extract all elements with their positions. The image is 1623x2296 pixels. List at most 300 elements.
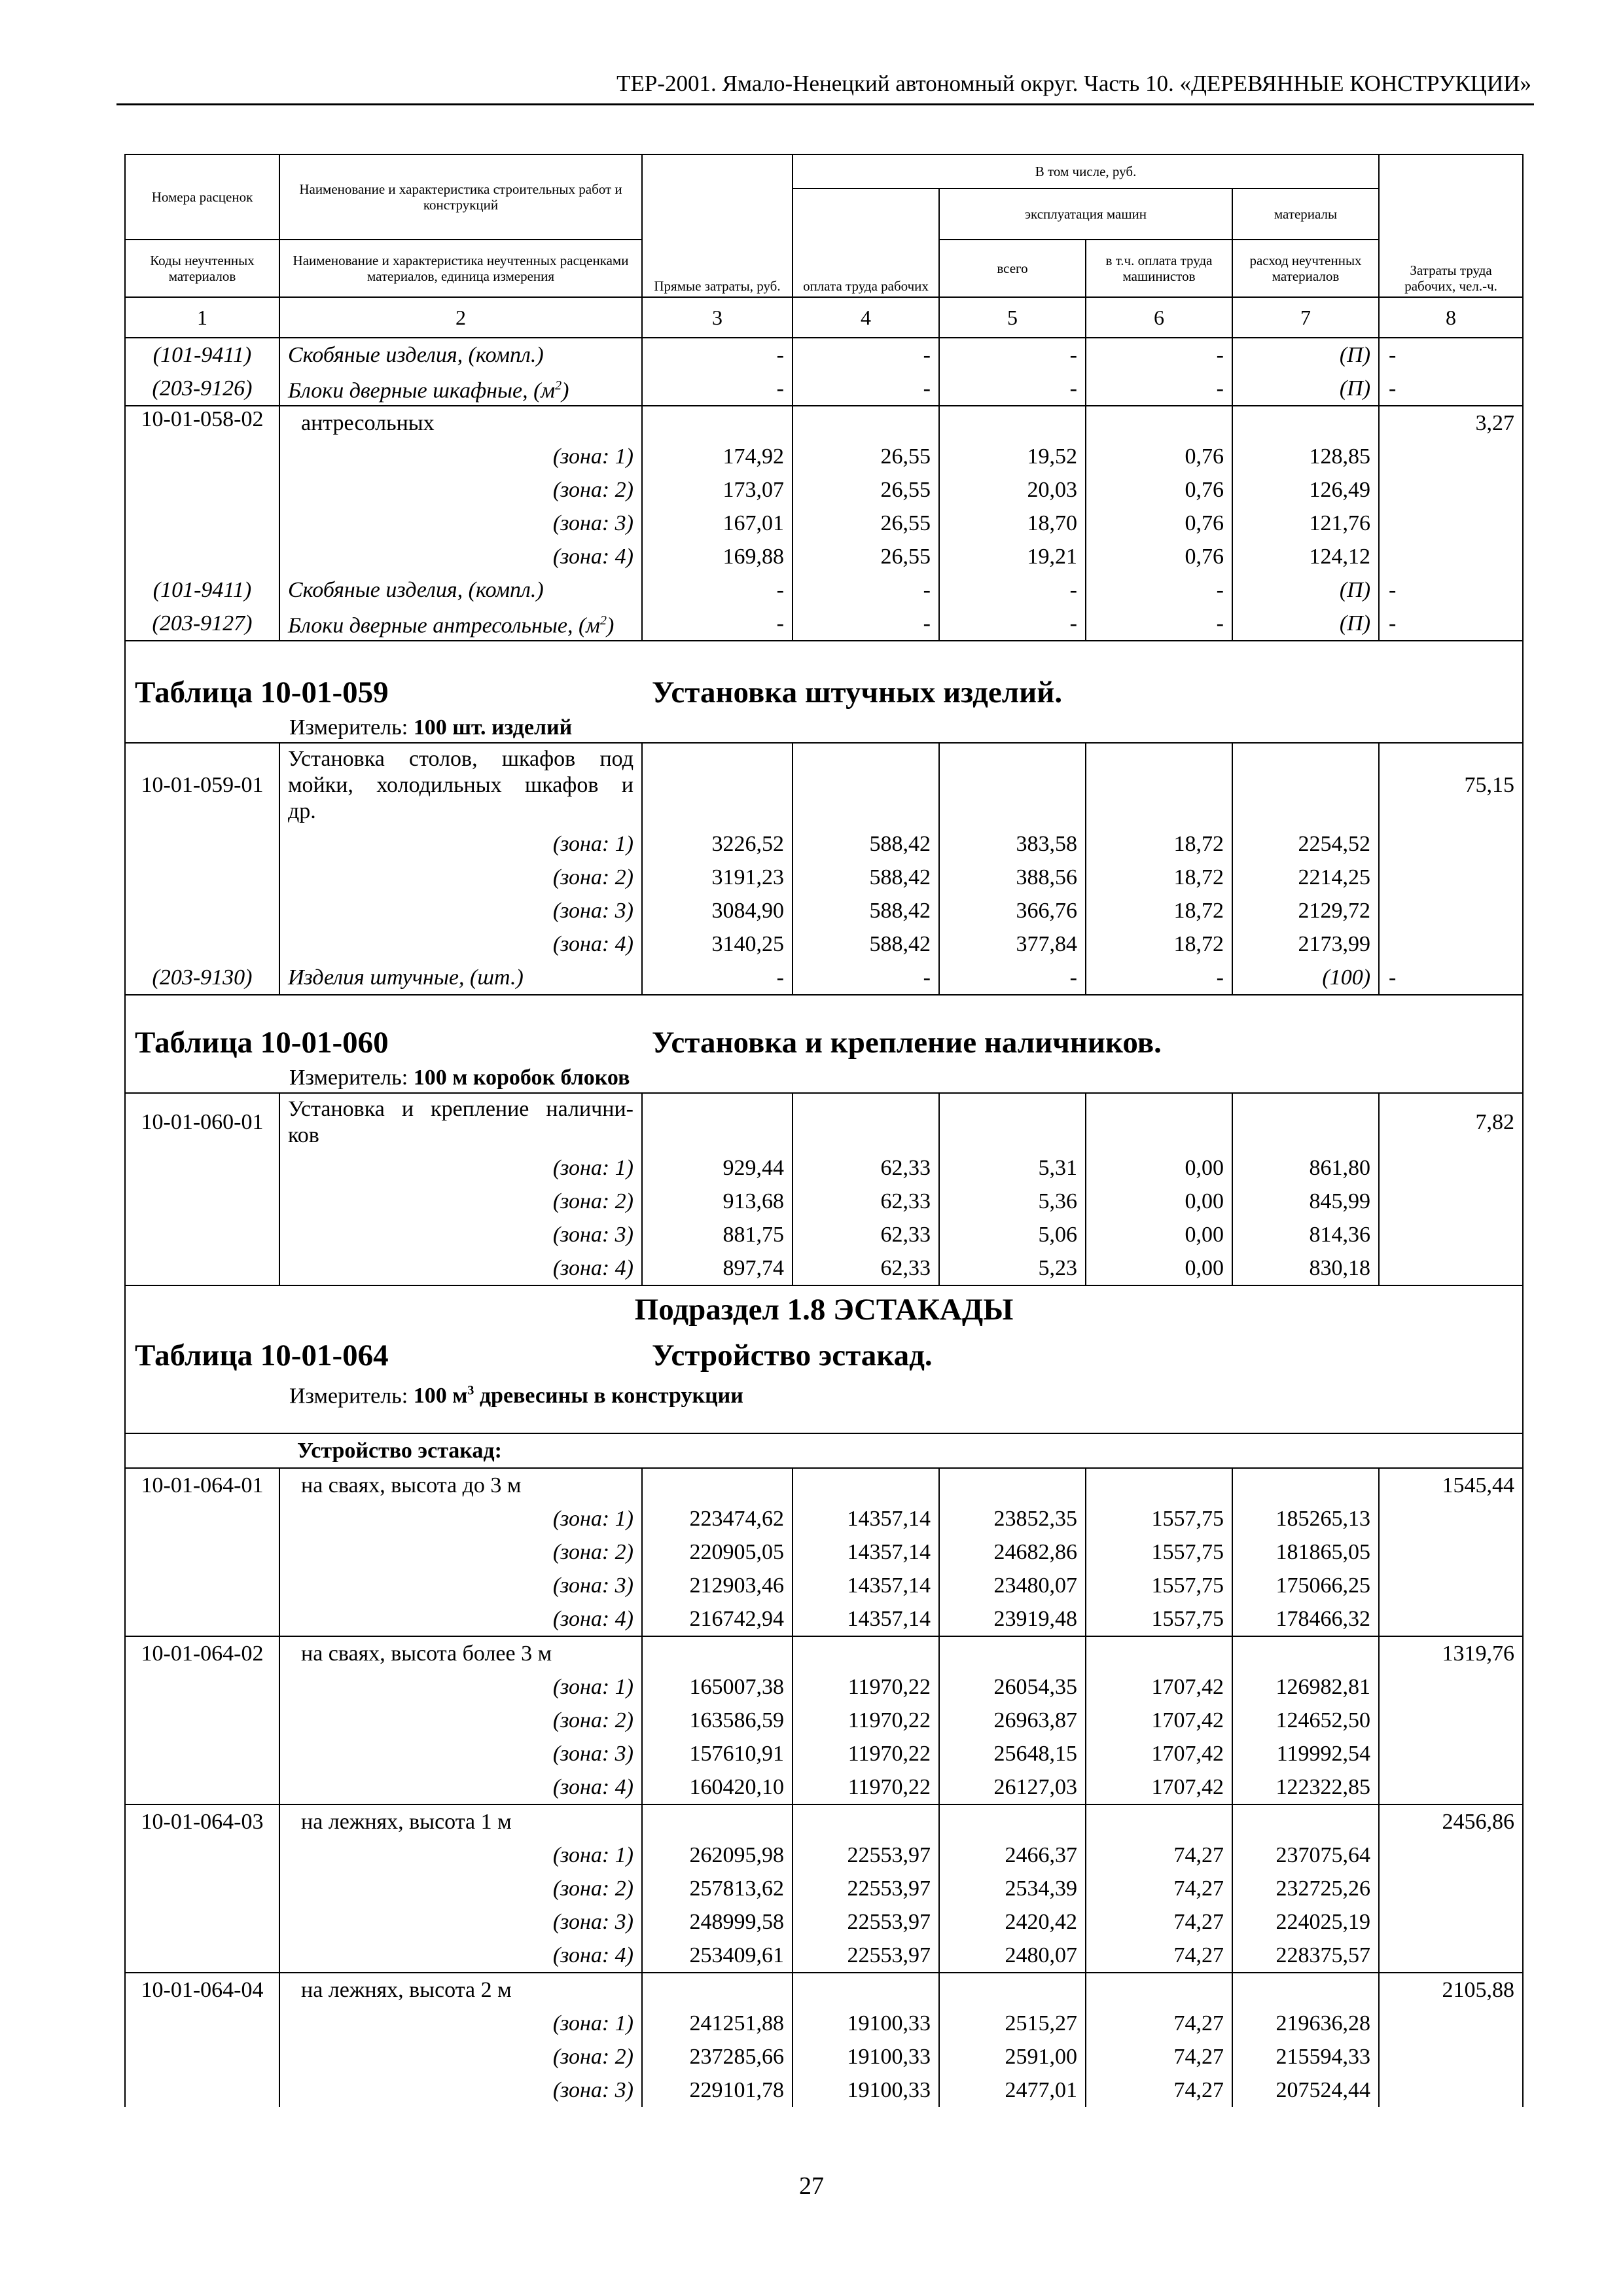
rate-row	[125, 1468, 1523, 1502]
value-cell: 366,76	[939, 894, 1086, 927]
value-cell: 5,06	[939, 1218, 1086, 1251]
rate-name: Установка и крепление налични- ков	[279, 1093, 642, 1151]
value-cell: 14357,14	[793, 1569, 939, 1602]
material-name: Блоки дверные антресольные, $(м^2)$	[279, 607, 642, 641]
group-title: Устройство эстакад:	[125, 1433, 1523, 1468]
table-caption: Устройство эстакад.	[652, 1338, 933, 1372]
rate-name: Установка столов, шкафов под мойки, холодильных шкафов и др.	[279, 743, 642, 827]
zone-row	[125, 440, 1523, 473]
col-number: 5	[939, 297, 1086, 338]
value-cell: 173,07	[642, 473, 793, 507]
value-cell: 1707,42	[1086, 1670, 1232, 1704]
labor-cost: 75,15	[1379, 743, 1523, 827]
value-cell: 119992,54	[1232, 1737, 1379, 1770]
zone-label: (зона: 1)	[279, 827, 642, 861]
value-cell: 0,76	[1086, 507, 1232, 540]
zone-row	[125, 861, 1523, 894]
material-value: (П)	[1232, 372, 1379, 406]
value-cell: 11970,22	[793, 1704, 939, 1737]
value-cell: 23480,07	[939, 1569, 1086, 1602]
col-header-mat-use: расход неучтенных материалов	[1232, 240, 1379, 297]
dash-cell: -	[1086, 573, 1232, 607]
col-header-machines: эксплуатация машин	[939, 188, 1232, 240]
value-cell: 2173,99	[1232, 927, 1379, 961]
dash-cell: -	[793, 961, 939, 995]
value-cell: 74,27	[1086, 1905, 1232, 1939]
material-row	[125, 607, 1523, 641]
value-cell: 24682,86	[939, 1535, 1086, 1569]
value-cell: 0,00	[1086, 1251, 1232, 1285]
value-cell: 248999,58	[642, 1905, 793, 1939]
zone-label: (зона: 3)	[279, 2073, 642, 2107]
zone-row	[125, 1185, 1523, 1218]
value-cell: 163586,59	[642, 1704, 793, 1737]
value-cell: 181865,05	[1232, 1535, 1379, 1569]
value-cell: 26127,03	[939, 1770, 1086, 1804]
value-cell: 14357,14	[793, 1502, 939, 1535]
zone-label: (зона: 2)	[279, 861, 642, 894]
value-cell: 3191,23	[642, 861, 793, 894]
zone-label: (зона: 2)	[279, 1535, 642, 1569]
value-cell: 74,27	[1086, 1839, 1232, 1872]
zone-label: (зона: 1)	[279, 440, 642, 473]
zone-label: (зона: 2)	[279, 1185, 642, 1218]
labor-cost: 1545,44	[1379, 1468, 1523, 1502]
material-code: (203-9126)	[125, 372, 279, 406]
value-cell: 23919,48	[939, 1602, 1086, 1636]
dash-cell: -	[642, 607, 793, 641]
value-cell: 1557,75	[1086, 1602, 1232, 1636]
value-cell: 861,80	[1232, 1151, 1379, 1185]
value-cell: 229101,78	[642, 2073, 793, 2107]
zone-label: (зона: 1)	[279, 1502, 642, 1535]
value-cell: 124652,50	[1232, 1704, 1379, 1737]
zone-row	[125, 1905, 1523, 1939]
value-cell: 262095,98	[642, 1839, 793, 1872]
value-cell: 1557,75	[1086, 1569, 1232, 1602]
table-number: Таблица 10-01-060	[135, 1026, 389, 1060]
rate-row	[125, 1636, 1523, 1670]
material-code: (203-9127)	[125, 607, 279, 641]
col-number: 8	[1379, 297, 1523, 338]
value-cell: 388,56	[939, 861, 1086, 894]
material-value: (П)	[1232, 607, 1379, 641]
table-caption: Установка штучных изделий.	[652, 675, 1063, 709]
rate-row	[125, 1973, 1523, 2007]
value-cell: 219636,28	[1232, 2007, 1379, 2040]
zone-label: (зона: 1)	[279, 1839, 642, 1872]
zone-row	[125, 1151, 1523, 1185]
value-cell: 223474,62	[642, 1502, 793, 1535]
value-cell: 11970,22	[793, 1737, 939, 1770]
table-number: Таблица 10-01-064	[135, 1338, 389, 1372]
value-cell: 23852,35	[939, 1502, 1086, 1535]
zone-row	[125, 1839, 1523, 1872]
dash-cell: -	[793, 372, 939, 406]
col-header-name-mat: Наименование и характеристика неучтенных расценками материалов, единица измерения	[279, 240, 642, 297]
value-cell: 22553,97	[793, 1939, 939, 1973]
value-cell: 212903,46	[642, 1569, 793, 1602]
value-cell: 1707,42	[1086, 1737, 1232, 1770]
value-cell: 2591,00	[939, 2040, 1086, 2073]
value-cell: 257813,62	[642, 1872, 793, 1905]
zone-row	[125, 507, 1523, 540]
value-cell: 3084,90	[642, 894, 793, 927]
value-cell: 26054,35	[939, 1670, 1086, 1704]
value-cell: 2477,01	[939, 2073, 1086, 2107]
col-header-labor-cost: Затраты труда рабочих, чел.-ч.	[1379, 154, 1523, 297]
value-cell: 19,21	[939, 540, 1086, 573]
zone-label: (зона: 1)	[279, 1670, 642, 1704]
table-measure: Измеритель: 100 м коробок блоков	[289, 1066, 630, 1090]
value-cell: 169,88	[642, 540, 793, 573]
table-number: Таблица 10-01-059	[135, 675, 389, 709]
value-cell: 224025,19	[1232, 1905, 1379, 1939]
value-cell: 228375,57	[1232, 1939, 1379, 1973]
zone-row	[125, 1218, 1523, 1251]
value-cell: 14357,14	[793, 1602, 939, 1636]
col-number: 7	[1232, 297, 1379, 338]
value-cell: 897,74	[642, 1251, 793, 1285]
material-name: Блоки дверные шкафные, $(м^2)$	[279, 372, 642, 406]
table-heading-row	[125, 1285, 1523, 1433]
zone-label: (зона: 4)	[279, 1939, 642, 1973]
dash-cell: -	[1379, 961, 1523, 995]
col-header-direct: Прямые затраты, руб.	[642, 154, 793, 297]
dash-cell: -	[642, 573, 793, 607]
rate-code: 10-01-064-04	[125, 1973, 279, 2007]
zone-label: (зона: 1)	[279, 1151, 642, 1185]
material-code: (101-9411)	[125, 338, 279, 372]
material-value: (100)	[1232, 961, 1379, 995]
col-number: 1	[125, 297, 279, 338]
zone-label: (зона: 4)	[279, 1602, 642, 1636]
value-cell: 215594,33	[1232, 2040, 1379, 2073]
zone-row	[125, 1737, 1523, 1770]
zone-label: (зона: 3)	[279, 507, 642, 540]
page-number: 27	[799, 2172, 824, 2200]
value-cell: 0,76	[1086, 440, 1232, 473]
value-cell: 1707,42	[1086, 1770, 1232, 1804]
value-cell: 22553,97	[793, 1872, 939, 1905]
value-cell: 174,92	[642, 440, 793, 473]
value-cell: 2254,52	[1232, 827, 1379, 861]
col-number: 4	[793, 297, 939, 338]
rate-code: 10-01-064-03	[125, 1804, 279, 1839]
rate-code: 10-01-064-02	[125, 1636, 279, 1670]
value-cell: 26,55	[793, 473, 939, 507]
zone-label: (зона: 1)	[279, 2007, 642, 2040]
dash-cell: -	[793, 573, 939, 607]
material-value: (П)	[1232, 573, 1379, 607]
value-cell: 241251,88	[642, 2007, 793, 2040]
value-cell: 74,27	[1086, 2007, 1232, 2040]
value-cell: 881,75	[642, 1218, 793, 1251]
value-cell: 588,42	[793, 827, 939, 861]
dash-cell: -	[642, 372, 793, 406]
material-name: Скобяные изделия, (компл.)	[279, 573, 642, 607]
dash-cell: -	[1379, 607, 1523, 641]
value-cell: 14357,14	[793, 1535, 939, 1569]
zone-label: (зона: 4)	[279, 1770, 642, 1804]
value-cell: 0,76	[1086, 473, 1232, 507]
zone-row	[125, 2073, 1523, 2107]
zone-row	[125, 1535, 1523, 1569]
value-cell: 0,00	[1086, 1185, 1232, 1218]
dash-cell: -	[642, 338, 793, 372]
zone-row	[125, 2007, 1523, 2040]
dash-cell: -	[939, 372, 1086, 406]
col-header-labor: оплата труда рабочих	[793, 188, 939, 297]
zone-row	[125, 1670, 1523, 1704]
rate-name: на лежнях, высота 2 м	[279, 1973, 642, 2007]
table-heading-row	[125, 641, 1523, 743]
zone-row	[125, 1502, 1523, 1535]
value-cell: 2534,39	[939, 1872, 1086, 1905]
zone-label: (зона: 4)	[279, 1251, 642, 1285]
zone-row	[125, 1569, 1523, 1602]
value-cell: 175066,25	[1232, 1569, 1379, 1602]
material-row	[125, 573, 1523, 607]
dash-cell: -	[939, 338, 1086, 372]
zone-label: (зона: 2)	[279, 473, 642, 507]
dash-cell: -	[793, 338, 939, 372]
value-cell: 237075,64	[1232, 1839, 1379, 1872]
value-cell: 220905,05	[642, 1535, 793, 1569]
rate-name: на сваях, высота до 3 м	[279, 1468, 642, 1502]
dash-cell: -	[642, 961, 793, 995]
value-cell: 0,00	[1086, 1151, 1232, 1185]
value-cell: 62,33	[793, 1251, 939, 1285]
value-cell: 121,76	[1232, 507, 1379, 540]
rate-name: на лежнях, высота 1 м	[279, 1804, 642, 1839]
zone-row	[125, 1770, 1523, 1804]
value-cell: 20,03	[939, 473, 1086, 507]
zone-row	[125, 1602, 1523, 1636]
dash-cell: -	[1086, 961, 1232, 995]
value-cell: 22553,97	[793, 1905, 939, 1939]
table-caption: Установка и крепление наличников.	[652, 1026, 1162, 1060]
rate-code: 10-01-058-02	[125, 406, 279, 440]
value-cell: 26,55	[793, 540, 939, 573]
value-cell: 0,76	[1086, 540, 1232, 573]
group-row	[125, 1433, 1523, 1468]
table-measure: Измеритель: 100 шт. изделий	[289, 715, 573, 740]
col-number: 6	[1086, 297, 1232, 338]
value-cell: 74,27	[1086, 1939, 1232, 1973]
labor-cost: 2456,86	[1379, 1804, 1523, 1839]
value-cell: 74,27	[1086, 2040, 1232, 2073]
dash-cell: -	[1379, 338, 1523, 372]
labor-cost: 7,82	[1379, 1093, 1523, 1151]
dash-cell: -	[793, 607, 939, 641]
zone-row	[125, 540, 1523, 573]
value-cell: 19100,33	[793, 2007, 939, 2040]
value-cell: 2214,25	[1232, 861, 1379, 894]
dash-cell: -	[1086, 607, 1232, 641]
subsection-title: Подраздел 1.8 ЭСТАКАДЫ	[634, 1293, 1014, 1327]
dash-cell: -	[1086, 372, 1232, 406]
zone-row	[125, 927, 1523, 961]
value-cell: 588,42	[793, 861, 939, 894]
material-value: (П)	[1232, 338, 1379, 372]
header-rule	[116, 103, 1534, 105]
zone-label: (зона: 3)	[279, 1218, 642, 1251]
zone-label: (зона: 3)	[279, 894, 642, 927]
dash-cell: -	[939, 607, 1086, 641]
value-cell: 62,33	[793, 1185, 939, 1218]
value-cell: 913,68	[642, 1185, 793, 1218]
material-name: Изделия штучные, (шт.)	[279, 961, 642, 995]
zone-label: (зона: 4)	[279, 540, 642, 573]
table-title	[126, 674, 1522, 713]
value-cell: 74,27	[1086, 2073, 1232, 2107]
col-header-materials: материалы	[1232, 188, 1379, 240]
value-cell: 18,72	[1086, 827, 1232, 861]
value-cell: 124,12	[1232, 540, 1379, 573]
value-cell: 62,33	[793, 1218, 939, 1251]
value-cell: 3226,52	[642, 827, 793, 861]
price-table	[124, 154, 1524, 2107]
col-header-mach-total: всего	[939, 240, 1086, 297]
value-cell: 588,42	[793, 894, 939, 927]
rate-row	[125, 743, 1523, 827]
value-cell: 26,55	[793, 440, 939, 473]
value-cell: 1557,75	[1086, 1502, 1232, 1535]
value-cell: 167,01	[642, 507, 793, 540]
material-row	[125, 961, 1523, 995]
value-cell: 126982,81	[1232, 1670, 1379, 1704]
value-cell: 26963,87	[939, 1704, 1086, 1737]
value-cell: 74,27	[1086, 1872, 1232, 1905]
rate-code: 10-01-064-01	[125, 1468, 279, 1502]
rate-name: на сваях, высота более 3 м	[279, 1636, 642, 1670]
value-cell: 122322,85	[1232, 1770, 1379, 1804]
dash-cell: -	[1086, 338, 1232, 372]
value-cell: 26,55	[793, 507, 939, 540]
value-cell: 126,49	[1232, 473, 1379, 507]
dash-cell: -	[939, 961, 1086, 995]
zone-label: (зона: 4)	[279, 927, 642, 961]
material-row	[125, 372, 1523, 406]
rate-row	[125, 1093, 1523, 1151]
value-cell: 5,23	[939, 1251, 1086, 1285]
value-cell: 157610,91	[642, 1737, 793, 1770]
value-cell: 11970,22	[793, 1770, 939, 1804]
col-header-mach-labor: в т.ч. оплата труда машинистов	[1086, 240, 1232, 297]
value-cell: 377,84	[939, 927, 1086, 961]
material-name: Скобяные изделия, (компл.)	[279, 338, 642, 372]
zone-label: (зона: 3)	[279, 1737, 642, 1770]
value-cell: 0,00	[1086, 1218, 1232, 1251]
col-header-num: Номера расценок	[125, 154, 279, 240]
value-cell: 2129,72	[1232, 894, 1379, 927]
zone-label: (зона: 2)	[279, 1872, 642, 1905]
col-header-name: Наименование и характеристика строительных работ и конструкций	[279, 154, 642, 240]
value-cell: 18,72	[1086, 861, 1232, 894]
zone-row	[125, 894, 1523, 927]
material-row	[125, 338, 1523, 372]
col-number: 2	[279, 297, 642, 338]
col-header-incl: В том числе, руб.	[793, 154, 1379, 188]
value-cell: 11970,22	[793, 1670, 939, 1704]
dash-cell: -	[939, 573, 1086, 607]
zone-label: (зона: 3)	[279, 1905, 642, 1939]
rate-row	[125, 1804, 1523, 1839]
value-cell: 3140,25	[642, 927, 793, 961]
zone-row	[125, 2040, 1523, 2073]
table-title	[126, 1337, 1522, 1376]
value-cell: 25648,15	[939, 1737, 1086, 1770]
labor-cost: 2105,88	[1379, 1973, 1523, 2007]
zone-row	[125, 827, 1523, 861]
table-title	[126, 1024, 1522, 1064]
material-code: (203-9130)	[125, 961, 279, 995]
value-cell: 5,36	[939, 1185, 1086, 1218]
labor-cost: 1319,76	[1379, 1636, 1523, 1670]
zone-label: (зона: 2)	[279, 1704, 642, 1737]
value-cell: 237285,66	[642, 2040, 793, 2073]
value-cell: 2480,07	[939, 1939, 1086, 1973]
value-cell: 216742,94	[642, 1602, 793, 1636]
value-cell: 18,72	[1086, 894, 1232, 927]
value-cell: 588,42	[793, 927, 939, 961]
value-cell: 5,31	[939, 1151, 1086, 1185]
zone-row	[125, 1251, 1523, 1285]
dash-cell: -	[1379, 372, 1523, 406]
zone-row	[125, 1939, 1523, 1973]
labor-cost: 3,27	[1379, 406, 1523, 440]
material-code: (101-9411)	[125, 573, 279, 607]
col-header-codes: Коды неучтенных материалов	[125, 240, 279, 297]
value-cell: 160420,10	[642, 1770, 793, 1804]
value-cell: 830,18	[1232, 1251, 1379, 1285]
value-cell: 232725,26	[1232, 1872, 1379, 1905]
rate-code: 10-01-060-01	[125, 1093, 279, 1151]
value-cell: 62,33	[793, 1151, 939, 1185]
value-cell: 19100,33	[793, 2040, 939, 2073]
table-heading-row	[125, 995, 1523, 1093]
zone-label: (зона: 2)	[279, 2040, 642, 2073]
zone-row	[125, 473, 1523, 507]
zone-row	[125, 1872, 1523, 1905]
value-cell: 1707,42	[1086, 1704, 1232, 1737]
value-cell: 845,99	[1232, 1185, 1379, 1218]
value-cell: 185265,13	[1232, 1502, 1379, 1535]
value-cell: 929,44	[642, 1151, 793, 1185]
col-number: 3	[642, 297, 793, 338]
value-cell: 18,72	[1086, 927, 1232, 961]
rate-row	[125, 406, 1523, 440]
value-cell: 2420,42	[939, 1905, 1086, 1939]
value-cell: 18,70	[939, 507, 1086, 540]
value-cell: 2466,37	[939, 1839, 1086, 1872]
value-cell: 22553,97	[793, 1839, 939, 1872]
value-cell: 253409,61	[642, 1939, 793, 1973]
zone-row	[125, 1704, 1523, 1737]
running-header: ТЕР-2001. Ямало-Ненецкий автономный округ. Часть 10. «ДЕРЕВЯННЫЕ КОНСТРУКЦИИ»	[616, 71, 1531, 96]
dash-cell: -	[1379, 573, 1523, 607]
zone-label: (зона: 3)	[279, 1569, 642, 1602]
value-cell: 383,58	[939, 827, 1086, 861]
value-cell: 19,52	[939, 440, 1086, 473]
value-cell: 1557,75	[1086, 1535, 1232, 1569]
table-measure: Измеритель: 100 $м^3$ древесины в конструкции	[289, 1384, 743, 1408]
rate-code: 10-01-059-01	[125, 743, 279, 827]
value-cell: 19100,33	[793, 2073, 939, 2107]
value-cell: 814,36	[1232, 1218, 1379, 1251]
value-cell: 207524,44	[1232, 2073, 1379, 2107]
